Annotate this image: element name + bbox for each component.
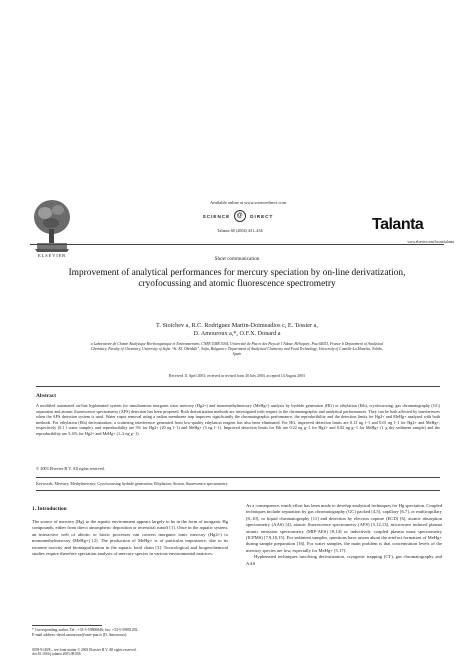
corresponding-author-footnote [32,628,228,638]
corresponding-contact: * Corresponding author. Tel.: +33-5-59806846; fax: +33-5-59801292. [32,628,139,632]
intro-heading: 1. Introduction [32,506,67,512]
intro-column-right [246,503,442,567]
abstract-text: A modified automated on-line hyphenated system for simultaneous inorganic ionic mercury (Hg2+) and monomethylmercury (MeHg+) analysis by hydride generation (HG) or ethylation (Eth), cryofocussing, gas chromatography (GC) separation and atomic fluorescence spectrometry (AFS) detection has been proposed. Both derivatization methods are investigated with respect to the chromatographic and analytical performances. They can be both affected by interferences when the AFS detection system is used. Water vapor removal using a nafion membrane trap improves significantly the chromatographic performance, the reproducibility and the detection limits for Hg2+ and MeHg+ analysed with both methods. For ethylation (Eth) derivatization, a scattering interference generated from low-quality ethylation reagent has also been eliminated. For HG, improved detection limits are 0.13 ng l−1 and 0.01 ng l−1 for Hg2+ and MeHg+, respectively (0.1 l water sample), and reproducibility are 5% for Hg2+ (20 ng l−1) and MeHg+ (5 ng l−1). Improved detection limits for Eth are 0.22 ng g−1 for Hg2+ and 0.02 ng g−1 for MeHg+ (1 g dry sediment sample) and the reproducibility are 5–6% for Hg2+ and MeHg+ (1–2 ng g−1). [36,403,440,436]
footnote-rule [32,625,102,626]
right-paragraph-1: As a consequence, much effort has been made to develop analytical techniques for Hg speciation. Coupled techniques include separation by gas chromatography (GC) packed [4,5], capillary [6,7], or multicapillary [8–10], or liquid chromatography [11] and detection by electron capture (ECD) [6], atomic absorption spectrometry (AAS) [4], atomic fluorescence spectrometry (AFS) [5,12,13], microwave induced plasma atomic emission spectrometry (MIP-AES) [8,14] or inductively coupled plasma mass spectrometry (ICPMS) [7,9,10,15]. For sediment samples, questions have arisen about the artefact formation of MeHg+ during sample preparation [16]. For water samples, the main problem is that concentration levels of the mercury species are low, especially for MeHg+ [5,17]. [246,503,442,553]
keywords-rule [36,477,440,478]
keywords: Keywords: Mercury; Methylmercury; Cryofocussing hydride generation; Ethylation; Atomic fluorescence spectrometry [36,481,228,486]
authors-line-2: D. Amouroux a,*, O.F.X. Donard a [193,330,281,337]
publisher-name: ELSEVIER [37,253,67,258]
received-dates: Received 11 April 2003; received in revised form 30 July 2003; accepted 14 August 2003 [169,374,305,378]
available-online-text: Available online at www.sciencedirect.com [209,200,287,205]
sciencedirect-right: DIRECT [250,213,274,219]
article-title: Improvement of analytical performances for mercury speciation by on-line derivatization, cryofocussing and atomic fluorescence spectrometry [68,268,406,289]
doi-line: doi:10.1016/j.talanta.2003.08.006 [32,652,81,657]
header-rule [30,244,444,245]
intro-column-left: The source of mercury (Hg) to the aquatic environment appears largely to be in the form of inorganic Hg compounds, either from direct atmospheric deposition or terrestrial runoff [1]. Once in the aquatic system, an interactive web of abiotic or biotic processes can convert inorganic ionic mercury (Hg2+) to monomethylmercury (MeHg+) [2]. The production of MeHg+ is of particular importance, due to its extreme toxicity and biomagnification in the aquatic food chain [3]. Toxicological and biogeochemical studies require therefore speciation analysis of mercury species in various environmental matrices. [32,519,228,557]
right-paragraph-2: Hyphenated techniques involving derivatization, cryogenic trapping (CT), gas chromatography and AAS [246,554,442,566]
author-list [70,322,404,338]
journal-url: www.elsevier.com/locate/talanta [407,240,454,244]
journal-name-logo: Talanta [372,216,424,233]
issn-doi [32,648,292,657]
sciencedirect-logo [178,210,298,222]
journal-reference: Talanta 68 (2004) 431–436 [217,228,263,233]
sciencedirect-at-icon: @ [234,210,246,222]
affiliations: a Laboratoire de Chimie Analytique Bio-Inorganique et Environnement, CNRS UMR 5034, Université de Pau et des Pays de l’Adour, Hélioparc, Pau 64053, France b Department of Analytical Chemistry, Faculty of Chemistry, University of Sofia “St. Kl. Ohridski”, Sofia, Bulgaria c Department of Analytical Chemistry and Food Technology, University of Castilla-La Mancha, Toledo, Spain [90,342,384,356]
article-section: Short communication [214,256,260,262]
abstract-heading: Abstract [36,393,57,399]
sciencedirect-left: SCIENCE [202,213,231,219]
copyright-line: © 2003 Elsevier B.V. All rights reserved. [36,466,105,471]
authors-line-1: T. Stoichev a, R.C. Rodriguez Martin-Doimeadios c, E. Tessier a, [156,322,318,329]
abstract-bottom-rule [36,490,440,491]
abstract-top-rule [36,386,440,387]
issn-line: 0039-9140/$ – see front matter © 2003 Elsevier B.V. All rights reserved. [32,648,137,652]
corresponding-email: E-mail address: david.amouroux@univ-pau.fr (D. Amouroux). [32,632,128,637]
